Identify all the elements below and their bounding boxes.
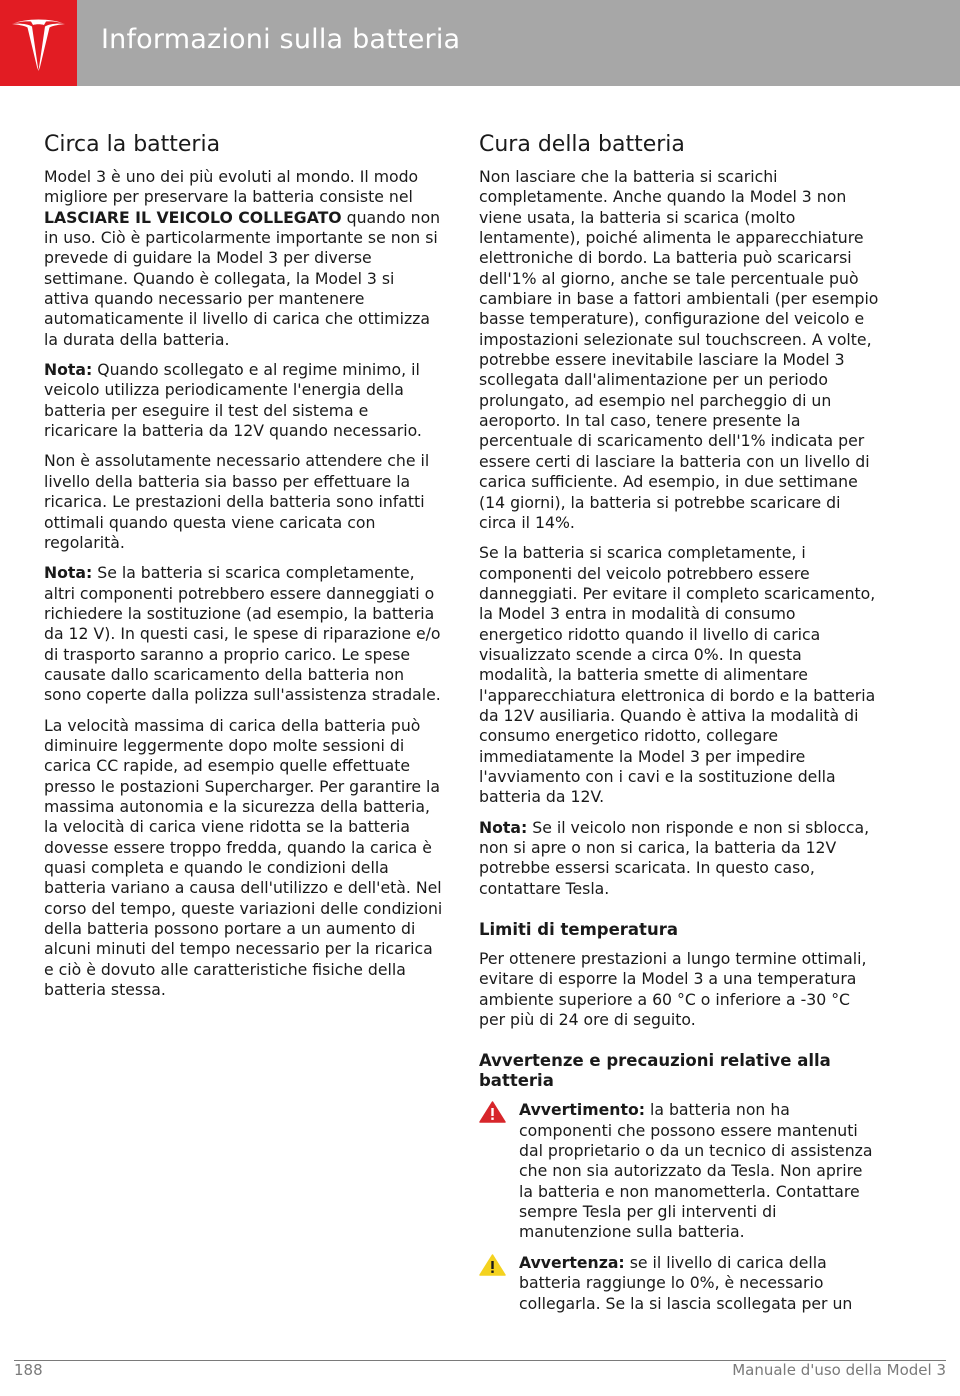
subheading-temperature-limits: Limiti di temperatura [479, 920, 678, 940]
paragraph: Model 3 è uno dei più evoluti al mondo. Il modo migliore per preservare la batteria consiste nel LASCIARE IL VEICOLO COLLEGATO quando non in uso. Ciò è particolarmente importante se non si prevede di guidare la Model 3 per diverse settimane. Quando è collegata, la Model 3 si attiva quando necessario per mantenere automaticamente il livello di carica che ottimizza la durata della batteria. [44, 167, 441, 349]
manual-title: Manuale d'uso della Model 3 [732, 1361, 946, 1379]
left-column [44, 132, 444, 1010]
note: Nota: Quando scollegato e al regime minimo, il veicolo utilizza periodicamente l'energia della batteria per eseguire il test del sistema e ricaricare la batteria da 12V quando necessario. [44, 360, 422, 441]
tesla-logo-icon [8, 17, 69, 73]
warning-triangle-icon [479, 1101, 506, 1123]
page-title: Informazioni sulla batteria [101, 24, 461, 55]
paragraph: Non lasciare che la batteria si scarichi completamente. Anche quando la Model 3 non viene usata, la batteria si scarica (molto lentamente), poiché alimenta le apparecchiature elettroniche di bordo. La batteria può scaricarsi dell'1% al giorno, anche se tale percentuale può cambiare in base a fattori ambientali (per esempio basse temperature), configurazione del veicolo e impostazioni selezionate sul touchscreen. A volte, potrebbe essere inevitabile lasciare la Model 3 scollegata dall'alimentazione per un periodo prolungato, ad esempio nel parcheggio di un aeroporto. In tal caso, tenere presente la percentuale di scaricamento dell'1% indicata per essere certi di lasciare la batteria con un livello di carica sufficiente. Ad esempio, in due settimane (14 giorni), la batteria si potrebbe scaricare di circa il 14%. [479, 167, 879, 532]
tesla-logo [0, 0, 77, 86]
paragraph: La velocità massima di carica della batteria può diminuire leggermente dopo molte sessioni di carica CC rapide, ad esempio quelle effettuate presso le postazioni Supercharger. Per garantire la massima autonomia e la sicurezza della batteria, la velocità di carica viene ridotta se la batteria dovesse essere troppo fredda, quando la carica è quasi completa e quando le condizioni della batteria variano a causa dell'utilizzo e dell'età. Nel corso del tempo, queste variazioni delle condizioni della batteria possono portare a un aumento di alcuni minuti del tempo necessario per la ricarica e ciò è dovuto alle caratteristiche fisiche della batteria stessa. [44, 715, 443, 1000]
caution-callout: Avvertenza: se il livello di carica della batteria raggiunge lo 0%, è necessario collegarla. Se la si lascia scollegata per un [479, 1253, 879, 1314]
paragraph: Per ottenere prestazioni a lungo termine ottimali, evitare di esporre la Model 3 a una temperatura ambiente superiore a 60 °C o inferiore a -30 °C per più di 24 ore di seguito. [479, 949, 867, 1030]
subheading-battery-warnings: Avvertenze e precauzioni relative alla batteria [479, 1051, 831, 1091]
paragraph: Non è assolutamente necessario attendere che il livello della batteria sia basso per effettuare la ricarica. Le prestazioni della batteria sono infatti ottimali quando questa viene caricata con regolarità. [44, 451, 430, 552]
right-column [479, 132, 879, 1324]
note: Nota: Se la batteria si scarica completamente, altri componenti potrebbero essere danneggiati o richiedere la sostituzione (ad esempio, la batteria da 12 V). In questi casi, le spese di riparazione e/o di trasporto saranno a proprio carico. Le spese causate dallo scaricamento della batteria non sono coperte dalla polizza sull'assistenza stradale. [44, 563, 441, 705]
page-number: 188 [14, 1361, 43, 1379]
page-header [0, 0, 960, 86]
note: Nota: Se il veicolo non risponde e non si sblocca, non si apre o non si carica, la batteria da 12V potrebbe essersi scaricata. In questo caso, contattare Tesla. [479, 817, 870, 898]
section-heading-battery-care: Cura della batteria [479, 132, 685, 157]
warning-callout: Avvertimento: la batteria non ha componenti che possono essere mantenuti dal proprietario o da un tecnico di assistenza che non sia autorizzato da Tesla. Non aprire la batteria e non manometterla. Contattare sempre Tesla per gli interventi di manutenzione sulla batteria. [479, 1100, 879, 1242]
caution-triangle-icon [479, 1254, 506, 1276]
section-heading-about-battery: Circa la batteria [44, 132, 221, 157]
paragraph: Se la batteria si scarica completamente, i componenti del veicolo potrebbero essere danneggiati. Per evitare il completo scaricamento, la Model 3 entra in modalità di consumo energetico ridotto quando il livello di carica visualizzato scende a circa 0%. In questa modalità, la batteria smette di alimentare l'apparecchiatura elettronica di bordo e la batteria da 12V ausiliaria. Quando è attiva la modalità di consumo energetico ridotto, collegare immediatamente la Model 3 per impedire l'avviamento con i cavi e la sostituzione della batteria da 12V. [479, 543, 876, 807]
